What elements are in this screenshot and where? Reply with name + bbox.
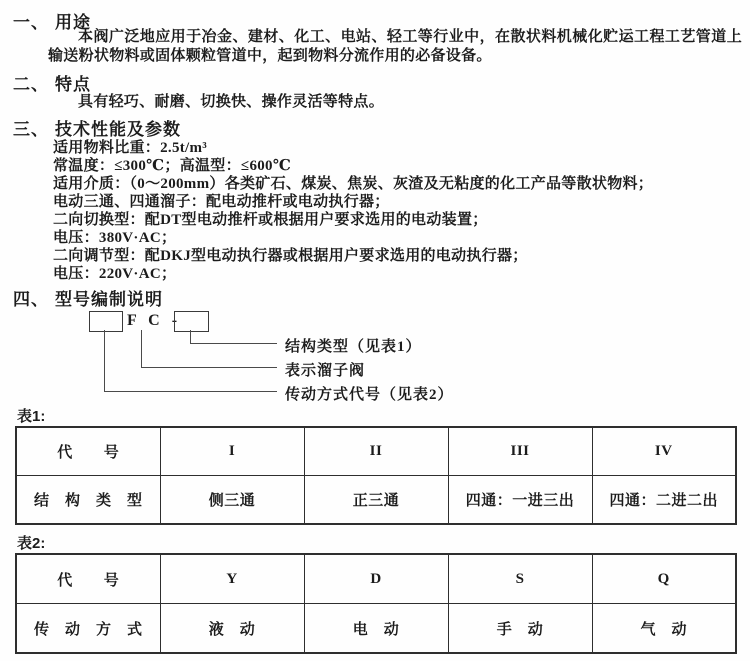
- table1-code-1: I: [160, 427, 304, 476]
- table2-row-codes: [16, 554, 736, 604]
- table2-mode-manual: 手 动: [448, 604, 592, 654]
- spec-line-voltage-380: 电压：380V·AC；: [53, 230, 177, 246]
- specs-list: [53, 139, 653, 283]
- spec-line-density: 适用物料比重：2.5t/m³: [53, 140, 208, 156]
- diagram-label-drive-code: 传动方式代号（见表2）: [285, 387, 454, 403]
- spec-line-electric-type: 电动三通、四通溜子：配电动推杆或电动执行器；: [53, 194, 390, 210]
- spec-line-regulate-type: 二向调节型：配DKJ型电动执行器或根据用户要求选用的电动执行器；: [53, 248, 528, 264]
- section-features-title: 特点: [55, 75, 91, 94]
- table2-row-header: 传 动 方 式: [16, 604, 160, 654]
- section-features-heading: [13, 70, 91, 95]
- diagram-label-structure-type: 结构类型（见表1）: [285, 339, 422, 355]
- table1-type-1: 侧三通: [160, 476, 304, 525]
- section-specs-number: 三、: [13, 120, 49, 139]
- diagram-line-structure-horizontal: [190, 343, 277, 344]
- diagram-line-valve-horizontal: [141, 367, 277, 368]
- section-model-heading: [13, 285, 163, 310]
- table1-code-4: IV: [592, 427, 736, 476]
- usage-paragraph: 本阀广泛地应用于冶金、建材、化工、电站、轻工等行业中，在散状料机械化贮运工程工艺管道上输送粉状物料或固体颗粒管道中，起到物料分流作用的必备设备。: [48, 29, 742, 64]
- table2-header-code: 代 号: [16, 554, 160, 604]
- table2-code-d: D: [304, 554, 448, 604]
- spec-line-switch-type: 二向切换型：配DT型电动推杆或根据用户要求选用的电动装置；: [53, 212, 488, 228]
- table1-header-code: 代 号: [16, 427, 160, 476]
- table2-mode-hydraulic: 液 动: [160, 604, 304, 654]
- diagram-label-valve: 表示溜子阀: [285, 363, 366, 379]
- section-model-number: 四、: [13, 290, 49, 309]
- diagram-line-valve-vertical: [141, 330, 142, 368]
- model-code-box-drive: [89, 311, 123, 332]
- table2-code-y: Y: [160, 554, 304, 604]
- diagram-line-drive-horizontal: [104, 391, 277, 392]
- model-code-box-structure: [174, 311, 209, 332]
- table1-label: 表1:: [17, 408, 46, 425]
- table1-row-codes: [16, 427, 736, 476]
- section-specs-heading: [13, 115, 181, 140]
- table2-code-s: S: [448, 554, 592, 604]
- table1-code-2: II: [304, 427, 448, 476]
- section-features-number: 二、: [13, 75, 49, 94]
- section-usage-title: 用途: [55, 13, 91, 32]
- section-model-title: 型号编制说明: [55, 290, 163, 309]
- table2-drive-modes: [15, 553, 737, 654]
- diagram-line-structure-vertical: [190, 330, 191, 344]
- table1-type-3: 四通：一进三出: [448, 476, 592, 525]
- section-specs-title: 技术性能及参数: [55, 120, 181, 139]
- table2-mode-electric: 电 动: [304, 604, 448, 654]
- table1-structure-types: [15, 426, 737, 525]
- table1-row-header: 结 构 类 型: [16, 476, 160, 525]
- spec-line-voltage-220: 电压：220V·AC；: [53, 266, 177, 282]
- spec-line-temperature: 常温度：≤300℃；高温型：≤600℃: [53, 158, 292, 174]
- table1-code-3: III: [448, 427, 592, 476]
- table1-type-4: 四通：二进二出: [592, 476, 736, 525]
- table2-row-modes: [16, 604, 736, 654]
- features-paragraph: 具有轻巧、耐磨、切换快、操作灵活等特点。: [78, 94, 385, 110]
- spec-line-medium: 适用介质：（0～200mm）各类矿石、煤炭、焦炭、灰渣及无粘度的化工产品等散状物料；: [53, 176, 654, 192]
- section-usage-number: 一、: [13, 13, 49, 32]
- table2-mode-pneumatic: 气 动: [592, 604, 736, 654]
- model-code-text: F C -: [127, 312, 182, 329]
- diagram-line-drive-vertical: [104, 330, 105, 392]
- table2-code-q: Q: [592, 554, 736, 604]
- table1-row-types: [16, 476, 736, 525]
- table2-label: 表2:: [17, 535, 46, 552]
- table1-type-2: 正三通: [304, 476, 448, 525]
